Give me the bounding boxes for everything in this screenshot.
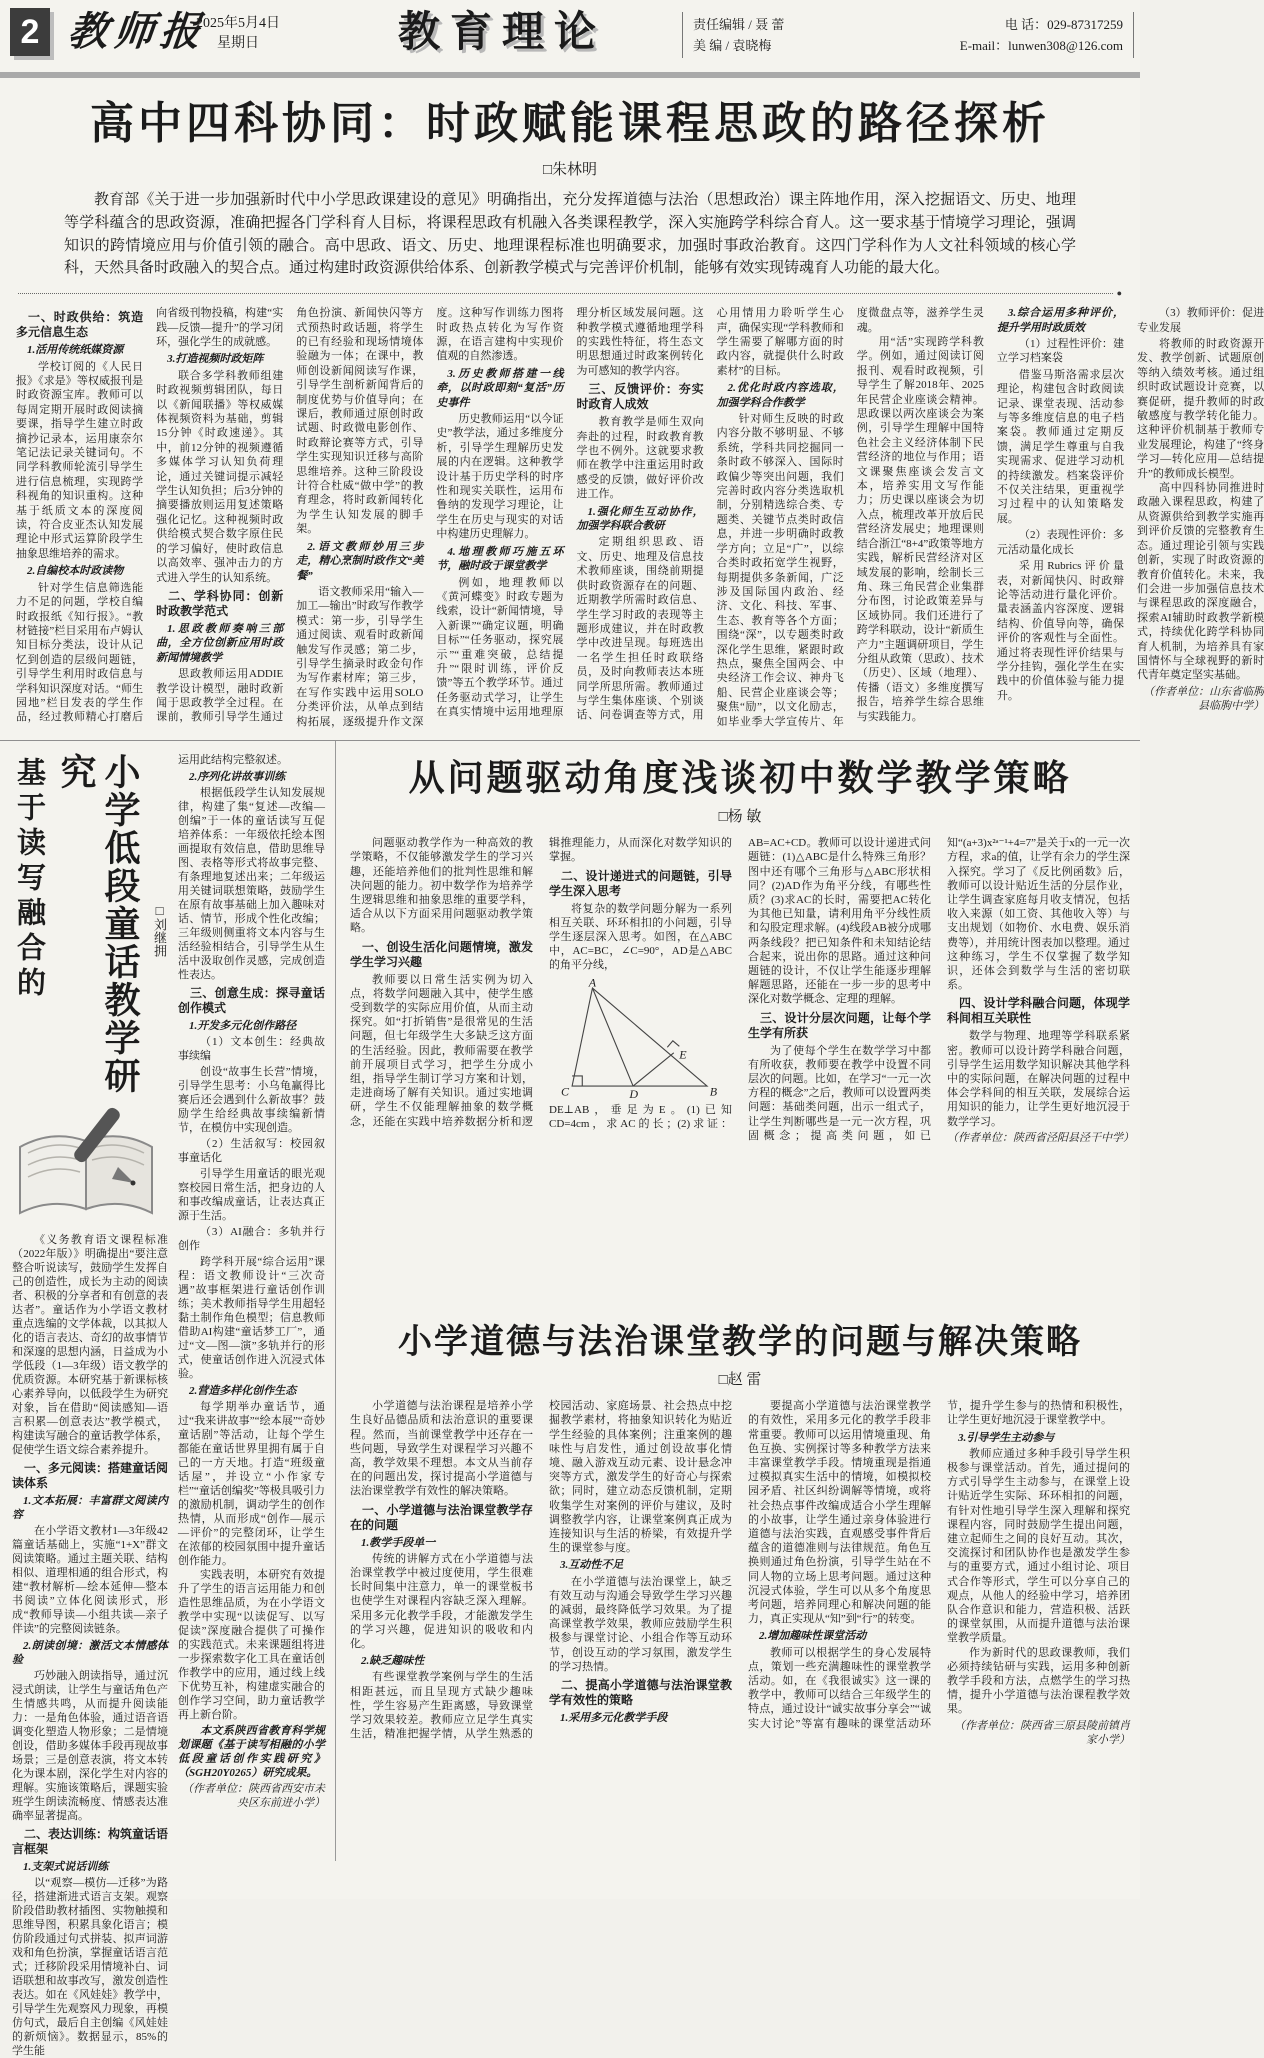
sub-heading: 2.自编校本时政读物	[27, 565, 124, 578]
sub-heading: 2.语文教师妙用三步走，精心烹制时政作文“美餐”	[296, 540, 424, 582]
paragraph: 实践表明，本研究有效提升了学生的语言运用能力和创造性思维品质，为在小学语文教学中实现“以读促写、以写促读”深度融合提供了可操作的实践范式。未来课题组将进一步探索数字化工具在童话创作教学中的应用，通过线上线下优势互补，构建虚实融合的创作学习空间，助力童话教学再上新台阶。	[178, 1569, 325, 1722]
paragraph: 有些课堂教学案例与学生的生活相距甚远，而且呈现方式缺少趣味性，学生容易产生距离感，导致课堂学习效果较差。教师应立足学生真实生活，精准把握学情，从学生熟悉的校园活动、家庭场景、社会热点中挖掘教学素材，将抽象知识转化为贴近学生经验的具体案例；注重案例的趣味性与启发性，通过创设故事化情境、融入游戏互动元素、设计悬念冲突等方式，激发学生的好奇心与探索欲；同时，建立动态反馈机制，定期收集学生对案例的评价与建议，及时调整教学内容，让课堂案例真正成为连接知识与生活的桥梁，有效提升学生的课堂参与度。	[350, 1400, 732, 1741]
paragraph: 定期组织思政、语文、历史、地理及信息技术教师座谈，围绕前期提供时政资源存在的问题、近期教学所需时政信息、学生学习时政的表现等主题形成建议，并在时政教学中改进呈现。每班选出一名学生担任时政联络员，及时向教师表达本班同学所思所需。教师通过与学生集体座谈、个别谈话、问卷调查等方式，用心用情用力聆听学生心声，确保实现“学科教师和学生需要了解哪方面的时政内容，就提供什么时政素材”的目标。	[576, 307, 844, 722]
sub-heading: 3.引导学生主动参与	[958, 1431, 1055, 1444]
article-math-body	[350, 836, 1134, 1306]
section-heading: 四、设计学科融合问题，体现学科间相互关联性	[947, 996, 1130, 1026]
sub-heading: 3.历史教师搭建一线牵，以时政即刻“复活”历史事件	[436, 367, 564, 409]
author-affiliation: （作者单位：陕西省泾阳县泾干中学）	[947, 1131, 1134, 1144]
author-affiliation: （作者单位：陕西省三原县陵前镇肖家小学）	[954, 1719, 1130, 1746]
paragraph: 联合多学科教师组建时政视频剪辑团队，每日以《新闻联播》等权威媒体视频资料为基础，剪辑15分钟《时政速递》。其中，前12分钟的视频遵循多媒体学习认知负荷理论，通过关键词提示减轻学生认知负担；后3分钟的摘要播放则运用复述策略强化记忆。这种视频时政供给模式契合数字原住民的学习偏好，使时政信息以高效率、强冲击力的方式进入学生的认知系统。	[156, 369, 284, 584]
sub-heading: 1.开发多元化创作路径	[189, 1020, 297, 1033]
art-editor: 美 编 / 袁晓梅	[693, 38, 772, 53]
sub-heading: 3.互动性不足	[560, 1559, 624, 1572]
dotted-divider	[18, 288, 1122, 298]
paragraph: 教师应通过多种手段引导学生积极参与课堂活动。首先，通过提问的方式引导学生主动参与，在课堂上设计贴近学生实际、环环相扣的问题，有针对性地引导学生深入理解和探究课程内容，同时鼓励学生提出问题，建立起师生之间的良好互动。其次，交流探讨和团队协作也是激发学生参与的重要方式，通过小组讨论、项目式合作等形式，学生可以分享自己的观点，从他人的经验中学习，培养团队合作意识和能力，营造积极、活跃的课堂氛围，从而提升道德与法治课堂教学质量。	[947, 1447, 1130, 1645]
minor-heading: （1）文本创生：经典故事续编	[178, 1036, 325, 1063]
sub-heading: 3.综合运用多种评价，提升学用时政质效	[996, 307, 1124, 334]
paragraph: 针对学生信息筛选能力不足的问题，学校自编时政报纸《知行报》。“教材链接”栏目采用布卢姆认知目标分类法，设计从记忆到创造的层级问题链，引导学生利用时政信息与学科知识深度对话。“师生园地”栏目发表的学生作品，经过教师精心打磨后向省级刊物投稿，构建“实践—反馈—提升”的学习闭环，强化学生的成就感。	[16, 307, 284, 724]
page-number: 2	[10, 8, 50, 56]
sub-heading: 3.打造视频时政矩阵	[167, 353, 264, 366]
section-heading: 二、设计递进式的问题链，引导学生深入思考	[549, 868, 732, 898]
article-moral-headline: 小学道德与法治课堂教学的问题与解决策略	[398, 1323, 1082, 1362]
sub-heading: 2.营造多样化创作生态	[189, 1385, 297, 1398]
section-heading: 二、表达训练：构筑童话语言框架	[12, 1827, 169, 1857]
paragraph: 将教师的时政资源开发、教学创新、试题原创等纳入绩效考核。通过组织时政试题设计竞赛，以赛促研，提升教师的时政敏感度与教学转化能力。这种评价机制基于教师专业发展理论，构建了“终身学习—转化应用—总结提升”的教师成长模型。	[1137, 338, 1264, 480]
paragraph: 传统的讲解方式在小学道德与法治课堂教学中被过度使用，学生很难长时间集中注意力，单一的课堂板书也使学生对课程内容缺乏深入理解。采用多元化教学手段，才能激发学生的学习兴趣，促进知识的吸收和内化。	[350, 1552, 533, 1651]
sub-heading: 1.支架式说话训练	[23, 1861, 109, 1874]
paragraph: 高中四科协同推进时政融入课程思政，构建了从资源供给到教学实施再到评价反馈的完整教育生态。通过理论引领与实践创新，实现了时政资源的教育价值转化。未来，我们会进一步加强信息技术与课程思政的深度融合，探索AI辅助时政教学新模式，持续优化跨学科协同育人机制，为培养具有家国情怀与全球视野的新时代青年奠定坚实基础。	[1137, 482, 1264, 682]
paragraph: 为了使每个学生在数学学习中都有所收获，教师要在教学中设置不同层次的问题。比如，在学习“一元一次方程的概念”之后，教师可以设置两类问题：基础类问题，出示一组式子，让学生判断哪些是一元一次方程，巩固概念；提高类问题，如已知“(a+3)x²ᵃ⁻¹+4=7”是关于x的一元一次方程，求a的值，让学有余力的学生深入探究。学习了《反比例函数》后，教师可以设计贴近生活的分层作业，让学生调查家庭每月收支情况，包括收入来源（如工资、其他收入等）与支出规划（如物价、水电费、娱乐消费等），并用统计图表加以整理。通过这种练习，学生不仅掌握了数学知识，还体会到数学与生活的密切联系。	[748, 837, 1130, 1142]
article-math-headline: 从问题驱动角度浅谈初中数学教学策略	[408, 757, 1072, 799]
section-title: 教育理论	[398, 8, 607, 55]
article-politics-intro: 教育部《关于进一步加强新时代中小学思政课建设的意见》明确指出，充分发挥道德与法治（思想政治）课主阵地作用，深入挖掘语文、历史、地理等学科蕴含的思政资源，准确把握各门学科育人目标，将课程思政有机融入各类课程教学，深入实施跨学科综合育人。这一要求基于情境学习理论，强调知识的跨情境应用与价值引领的融合。高中思政、语文、历史、地理课程标准也明确要求，加强时事政治教育。这四门学科作为人文社科领域的核心学科，天然具备时政融入的契合点。通过构建时政资源供给体系、创新教学模式与完善评价机制，能够有效实现铸魂育人功能的最大化。	[64, 192, 1076, 277]
sub-heading: 4.地理教师巧施五环节，融时政于课堂教学	[436, 545, 564, 573]
svg-text:E: E	[679, 1046, 687, 1061]
paragraph: 要提高小学道德与法治课堂教学的有效性，采用多元化的教学手段非常重要。教师可以运用情境重现、角色互换、实例探讨等多种教学方法来丰富课堂教学手段。情境重现是指通过模拟真实生活中的情境，如模拟校园矛盾、社区纠纷调解等情境，或将社会热点事件改编成适合小学生理解的小故事，让学生通过亲身体验进行道德与法治实践，直观感受事件背后蕴含的道德准则与法律规范。角色互换则通过角色扮演，引导学生站在不同人物的立场上思考问题。通过这种沉浸式体验，学生可以从多个角度思考问题，培养同理心和解决问题的能力，真正实现从“知”到“行”的转变。	[748, 1400, 931, 1626]
sub-heading: 1.活用传统纸媒资源	[27, 344, 124, 357]
sub-heading: 1.采用多元化教学手段	[560, 1712, 668, 1725]
paragraph: 在小学语文教材1—3年级42篇童话基础上，实施“1+X”群文阅读策略。通过主题关联、结构相似、道理相通的组合形式，构建“教材解析—绘本延伸—整本书阅读”立体化阅读形式，形成“教师导读—小组共读—亲子伴读”的完整阅读链条。	[12, 1525, 168, 1636]
paragraph: 思政教师运用ADDIE教学设计模型，融时政新闻于思政教学全过程。在课前，教师引导学生通过角色扮演、新闻快闪等方式预热时政话题，将学生的已有经验和现场情境体验融为一体；在课中，教师创设新闻阅读写作课，引导学生剖析新闻背后的制度优势与价值导向；在课后，教师通过原创时政试题、时政微电影创作、时政辩论赛等方式，引导学生实现知识迁移与高阶思维培养。这种三阶段设计符合杜威“做中学”的教育理念，将时政新闻转化为学生认知发展的脚手架。	[156, 307, 424, 724]
responsible-editor: 责任编辑 / 聂 蕾	[693, 17, 785, 32]
section-heading: 一、创设生活化问题情境，激发学生学习兴趣	[350, 939, 533, 969]
paragraph: 每学期举办童话节，通过“我来讲故事”“绘本展”“奇妙童话剧”等活动，让每个学生都能在童话世界里拥有属于自己的一方天地。打造“班级童话屋”，并设立“小作家专栏”“童话创编奖”等极具吸引力的激励机制，调动学生的创作热情，从而形成“创作—展示—评价”的完整闭环，让学生在浓郁的校园氛围中提升童话创作能力。	[178, 1401, 325, 1568]
article-fairytale-byline: □刘继拥	[152, 903, 167, 958]
author-affiliation: （作者单位：陕西省西安市未央区东前进小学）	[182, 1783, 325, 1810]
paragraph: 语文教师采用“输入—加工—输出”时政写作教学模式：第一步，引导学生通过阅读、观看时政新闻触发写作灵感；第二步，引导学生摘录时政金句作为写作素材库；第三步，在写作实践中运用SOLO分类评价法，从单点到结构拓展，逐级提升作文深度。这种写作训练力图将时政热点转化为写作资源，在语言建构中实现价值观的自然渗透。	[296, 307, 564, 728]
article-math	[350, 755, 1134, 1306]
article-politics-headline: 高中四科协同：时政赋能课程思政的路径探析	[90, 99, 1050, 148]
svg-text:A: A	[588, 974, 597, 989]
paragraph: 教师要以日常生活实例为切入点，将数学问题融入其中，使学生感受到数学的实际应用价值，从而主动探究。如“打折销售”是很常见的生活问题，但七年级学生大多缺乏这方面的生活经验。因此，教师需要在教学前开展项目式学习，把学生分成小组，指导学生制订学习方案和计划，走进商场了解有关知识。通过实地调研，学生不仅能理解抽象的数学概念，还能在实践中培养数据分析和逻辑推理能力，从而深化对数学知识的掌握。	[350, 837, 732, 1128]
section-heading: 三、反馈评价：夯实时政育人成效	[576, 382, 704, 412]
section-heading: 二、学科协同：创新时政教学范式	[156, 588, 284, 618]
paragraph: 教师可以根据学生的身心发展特点，策划一些充满趣味性的课堂教学活动。如，在《我很诚实》这一课的教学中，教师可以结合三年级学生的特点，通过设计“诚实故事分享会”“诚实大讨论”等富有趣味的课堂活动环节，提升学生参与的热情和积极性，让学生更好地沉浸于课堂教学中。	[748, 1400, 1130, 1730]
sub-heading: 1.文本拓展：丰富群文阅读内容	[12, 1495, 168, 1522]
minor-heading: （1）过程性评价：建立学习档案袋	[996, 338, 1124, 365]
minor-heading: （3）AI融合：多轨并行创作	[178, 1226, 325, 1253]
sub-heading: 1.思政教师奏响三部曲，全方位创新应用时政新闻情境教学	[156, 622, 284, 664]
date-text: 2025年5月4日	[196, 16, 280, 31]
paragraph: 引导学生用童话的眼光观察校园日常生活，把身边的人和事改编成童话，让表达真正源于生活。	[178, 1168, 325, 1223]
paragraph: 跨学科开展“综合运用”课程：语文教师设计“三次奇遇”故事框架进行童话创作训练；美术教师指导学生用超轻黏土制作角色模型；信息教师借助AI构建“童话梦工厂”，通过“文—图—演”多轨并行的形式，使童话创作进入沉浸式体验。	[178, 1256, 325, 1381]
section-heading: 一、时政供给：筑造多元信息生态	[16, 310, 144, 340]
sub-heading: 2.朗读创境：激活文本情感体验	[12, 1640, 168, 1667]
project-note: 本文系陕西省教育科学规划课题《基于读写相融的小学低段童话创作实践研究》（SGH20Y0265）研究成果。	[178, 1725, 325, 1780]
paragraph: 历史教师运用“以今证史”教学法，通过多维度分析，引导学生理解历史发展的内在逻辑。这种教学设计基于历史学科的时序性和现实关联性，运用布鲁纳的发现学习理论，让学生在历史与现实的对话中构建历史理解力。	[436, 413, 564, 541]
minor-heading: （2）表现性评价：多元活动量化成长	[996, 529, 1124, 556]
paragraph: 教育教学是师生双向奔赴的过程，时政教育教学也不例外。这就要求教师在教学中注重运用时政感受的反馈，做好评价改进工作。	[576, 416, 704, 501]
article-fairytale	[0, 741, 336, 2058]
minor-heading: （2）生活叙写：校园叙事童话化	[178, 1138, 325, 1165]
newspaper-masthead: 教师报	[65, 8, 209, 55]
section-heading: 二、提高小学道德与法治课堂教学有效性的策略	[549, 1678, 732, 1708]
minor-heading: （3）教师评价：促进专业发展	[1137, 307, 1264, 334]
article-fairytale-body-left	[12, 1233, 168, 2058]
paragraph: DE⊥AB，垂足为E。(1)已知CD=4cm，求AC的长；(2)求证：AB=AC+CD。教师可以设计递进式问题链：(1)△ABC是什么特殊三角形？图中还有哪个三角形与△ABC形状相同？(2)AD作为角平分线，有哪些性质？(3)求AC的长时，需要把AC转化为其他已知量，请利用角平分线性质和勾股定理求解。(4)线段AB被分成哪两条线段？把已知条件和未知结论结合起来，说出你的思路。通过这种问题链的设计，不仅让学生能逐步理解解题思路，还能在一步一步的思考中深化对数学概念、定理的理解。	[549, 837, 931, 1130]
paragraph: 数学与物理、地理等学科联系紧密。教师可以设计跨学科融合问题，引导学生运用数学知识解决其他学科中的实际问题，在解决问题的过程中体会学科间的相互关联，发展综合运用知识的能力，让学生更好地沉浸于数学学习。	[947, 1030, 1130, 1128]
paragraph: 例如，地理教师以《黄河蝶变》时政专题为线索，设计“新闻情境，导入新课”“确定议题，明确目标”“任务驱动，探究展示”“重难突破，总结提升”“限时训练，评价反馈”等五个教学环节。通过任务驱动式学习，让学生在真实情境中运用地理原理分析区域发展问题。这种教学模式遵循地理学科的实践性特征，将生态文明思想通过时政案例转化为可感知的教学内容。	[436, 307, 704, 719]
paragraph: 根据低段学生认知发展规律，构建了集“复述—改编—创编”于一体的童话读写互促培养体系：一年级依托绘本图画提取有效信息，借助思维导图、表格等形式将故事完整、有条理地复述出来；二年级运用关键词联想策略，鼓励学生在原有故事基础上加入趣味对话、情节，形成个性化改编；三年级则侧重将文本内容与生活经验相结合，引导学生从生活中汲取创作灵感，完成创造性表达。	[178, 787, 325, 982]
editor-info-box	[682, 12, 1134, 58]
paragraph: 《义务教育语文课程标准（2022年版）》明确提出“要注意整合听说读写，鼓励学生发挥自己的创造性，成长为主动的阅读者、积极的分享者和有创意的表达者”。童话作为小学语文教材重点选编的文学体裁，以其拟人化的语言表达、奇幻的故事情节和深邃的思想内涵，日益成为小学低段（1—3年级）语文教学的优质资源。本研究基于新课标核心素养导向，以低段学生为研究对象，旨在借助“阅读感知—语言积累—创意表达”教学模式，构建读写融合的童话教学体系，促使学生语文综合素养提升。	[12, 1234, 168, 1457]
paragraph: 问题驱动教学作为一种高效的教学策略，不仅能够激发学生的学习兴趣，还能培养他们的批判性思维和解决问题的能力。初中数学作为培养学生逻辑思维和抽象思维的重要学科，适合从以下方面采用问题驱动教学策略。	[350, 837, 533, 935]
sub-heading: 2.序列化讲故事训练	[189, 771, 286, 784]
email-address: E-mail：lunwen308@126.com	[959, 38, 1123, 53]
section-heading: 一、小学道德与法治课堂教学存在的问题	[350, 1502, 533, 1532]
section-heading: 一、多元阅读：搭建童话阅读体系	[12, 1461, 169, 1491]
section-heading: 三、设计分层次问题，让每个学生学有所获	[748, 1010, 931, 1040]
paragraph: 学校订阅的《人民日报》《求是》等权威报刊是时政资源宝库。教师可以每周定期开展时政阅读摘要课，指导学生建立时政摘抄记录本，运用康奈尔笔记法记录关键词句。不同学科教师轮流引导学生进行信息梳理，实现跨学科视角的知识重构。这种基于纸质文本的深度阅读，符合皮亚杰认知发展理论中形式运算阶段学生抽象思维培养的需求。	[16, 360, 144, 560]
book-pen-illustration	[12, 1109, 162, 1227]
svg-text:C: C	[561, 1083, 570, 1098]
paragraph: 针对师生反映的时政内容分散不够明显、不够系统，学科共同挖掘同一条时政不够深入、国际时政偏少等突出问题，我们完善时政内容分类选取机制，分别精选综合类、专题类、关键节点类时政信息，并进一步明确时政教学方向；立足“广”，以综合类时政拓宽学生视野，每期提供多条新闻，广泛涉及国际国内政治、经济、文化、科技、军事、生态、教育等各个方面；围绕“深”，以专题类时政深化学生思维，紧跟时政热点，聚焦全国两会、中央经济工作会议、神舟飞船、民营企业座谈会等；聚焦“励”，以文化励志，如毕业季大学宣传片、年度微盘点等，滋养学生灵魂。	[716, 307, 984, 728]
page-header	[0, 0, 1140, 78]
divider-dot-icon: ●	[1116, 288, 1122, 299]
date-block	[196, 14, 280, 54]
article-fairytale-body-right	[178, 753, 325, 1855]
sub-heading: 1.教学手段单一	[361, 1536, 436, 1549]
article-fairytale-title-prefix: 基于读写融合的	[13, 757, 47, 1003]
paragraph: 采用Rubrics评价量表，对新闻快闪、时政辩论等活动进行量化评价。量表涵盖内容深度、逻辑结构、价值导向等，确保评价的客观性与全面性。通过将表现性评价结果与学分挂钩，强化学生在实践中的价值体验与能力提升。	[996, 560, 1124, 702]
svg-text:B: B	[709, 1083, 718, 1098]
paragraph: 运用此结构完整叙述。	[178, 754, 288, 767]
svg-text:D: D	[629, 1086, 639, 1101]
sub-heading: 1.强化师生互动协作，加强学科联合教研	[576, 505, 704, 533]
article-moral	[350, 1320, 1130, 1807]
article-moral-byline: □赵 雷	[718, 1372, 762, 1389]
paragraph: 用“活”实现跨学科教学。例如，通过阅读订阅报刊、观看时政视频，引导学生了解2018年、2025年民营企业座谈会精神。思政课以两次座谈会为案例，引导学生理解中国特色社会主义经济体制下民营经济的地位与作用；语文课聚焦座谈会发言文本，培养实用文写作能力；历史课以座谈会为切入点，梳理改革开放后民营经济发展史；地理课则结合浙江“8+4”政策等地方实践，解析民营经济对区域发展的影响，绘制长三角、珠三角民营企业集群分布图，讨论政策差异与区域协同。我们还进行了跨学科联动，设计“新质生产力”主题调研项目，学生分组从政策（思政）、技术（历史）、区域（地理）、传播（语文）多维度撰写报告，培养学生综合思维与实践能力。	[856, 336, 984, 723]
article-fairytale-headline: 小学低段童话教学研究	[55, 753, 141, 1096]
paragraph: 以“观察—模仿—迁移”为路径，搭建渐进式语言支架。观察阶段借助教材插图、实物触摸和思维导图，积累具象化语言；模仿阶段通过句式拼装、拟声词游戏和角色扮演，掌握童话语言范式；迁移阶段采用情境补白、词语联想和故事改写，激发创造性表达。如在《风娃娃》教学中，引导学生先观察风力现象，再模仿句式，最后自主创编《风娃娃的新烦恼》。数据显示，85%的学生能	[12, 1877, 168, 2058]
author-affiliation: （作者单位：山东省临朐县临朐中学）	[1143, 685, 1264, 713]
article-math-byline: □杨 敏	[718, 809, 762, 826]
phone-number: 电 话：029-87317259	[1004, 17, 1123, 32]
sub-heading: 2.优化时政内容选取，加强学科合作教学	[716, 382, 844, 409]
article-moral-body	[350, 1399, 1130, 1807]
paragraph: 创设“故事生长营”情境，引导学生思考：小乌龟赢得比赛后还会遇到什么新故事？鼓励学生给经典故事续编新情节，在模仿中实现创造。	[178, 1066, 325, 1135]
article-politics	[0, 78, 1264, 730]
geometry-figure	[549, 974, 732, 1101]
sub-heading: 2.缺乏趣味性	[361, 1655, 425, 1668]
weekday-text: 星期日	[217, 36, 259, 51]
article-politics-body	[16, 306, 1264, 730]
article-politics-byline: □朱林明	[542, 162, 598, 178]
section-heading: 三、创意生成：探寻童话创作模式	[178, 986, 325, 1016]
paragraph: 将复杂的数学问题分解为一系列相互关联、环环相扣的小问题，引导学生逐层深入思考。如图，在△ABC中，AC=BC，∠C=90°，AD是△ABC的角平分线，	[549, 902, 732, 972]
article-fairytale-titleblock	[12, 753, 168, 1105]
paragraph: 作为新时代的思政课教师，我们必须持续钻研与实践，运用多种创新教学手段和方法，点燃学生的学习热情，提升小学道德与法治课程教学效果。	[947, 1646, 1130, 1716]
sub-heading: 2.增加趣味性课堂活动	[759, 1630, 867, 1643]
paragraph: 巧妙融入朗读指导，通过沉浸式朗读，让学生与童话角色产生情感共鸣，从而提升阅读能力：一是角色体验，通过语音语调变化塑造人物形象；二是情境创设，借助多媒体手段再现故事场景；三是创意表演，将文本转化为课本剧，深化学生对内容的理解。实施该策略后，课题实验班学生朗读流畅度、情感表达准确率显著提高。	[12, 1670, 168, 1823]
paragraph: 小学道德与法治课程是培养小学生良好品德品质和法治意识的重要课程。然而，当前课堂教学中还存在一些问题，导致学生对课程学习兴趣不高，教学效果不理想。本文从当前存在的问题出发，探讨提高小学道德与法治课堂教学有效性的解决策略。	[350, 1400, 533, 1498]
paragraph: 在小学道德与法治课堂上，缺乏有效互动与沟通会导致学生学习兴趣的减弱，最终降低学习效果。为了提高课堂教学效果，教师应鼓励学生积极参与课堂讨论、小组合作等互动环节，创设互动的学习氛围，激发学生的学习热情。	[549, 1575, 732, 1673]
paragraph: 借鉴马斯洛需求层次理论，构建包含时政阅读记录、课堂表现、活动参与等多维度信息的电子档案袋。教师通过定期反馈，满足学生尊重与自我实现需求、促进学习动机的持续激发。档案袋评价不仅关注结果，更重视学习过程中的认知策略发展。	[996, 368, 1124, 525]
